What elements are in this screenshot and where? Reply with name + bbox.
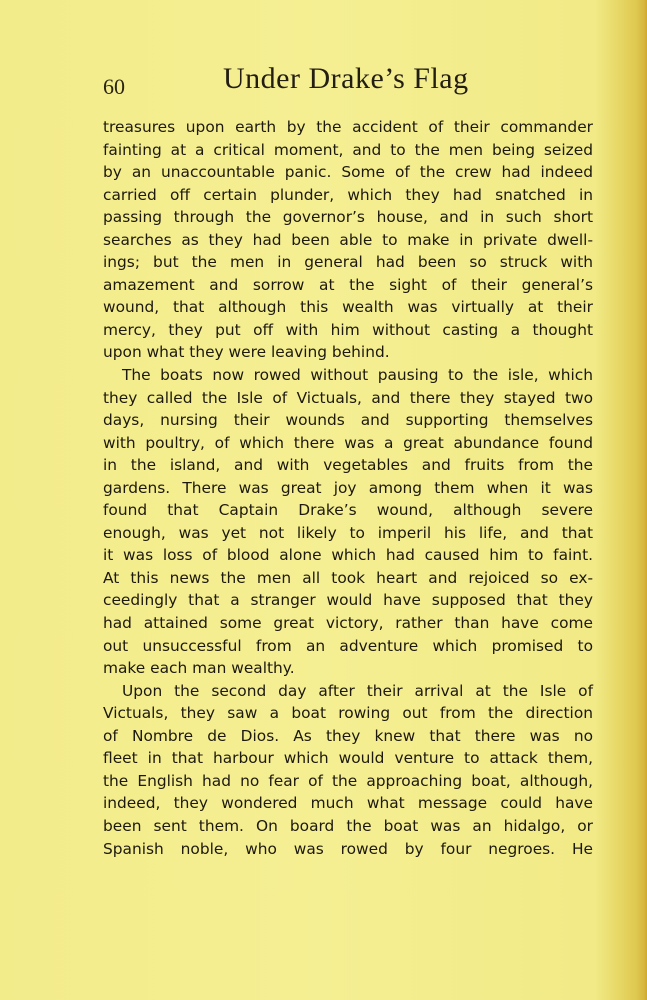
paragraph <box>103 364 593 680</box>
running-head <box>103 62 593 102</box>
book-title: Under Drake’s Flag <box>223 62 469 95</box>
text-line: wound, that although this wealth was virtually at their <box>103 298 593 317</box>
text-line: searches as they had been able to make in private dwell- <box>103 230 593 249</box>
body-text <box>103 116 593 860</box>
text-line: make each man wealthy. <box>103 659 295 678</box>
page-number: 60 <box>103 74 125 99</box>
text-line: fainting at a critical moment, and to the men being seized <box>103 140 593 159</box>
text-line: ceedingly that a stranger would have supposed that they <box>103 591 593 610</box>
text-line: carried off certain plunder, which they had snatched in <box>103 185 593 204</box>
text-line: Spanish noble, who was rowed by four negroes. He <box>103 839 593 858</box>
text-line: ings; but the men in general had been so struck with <box>103 253 593 272</box>
text-line: gardens. There was great joy among them when it was <box>103 478 593 497</box>
text-line: The boats now rowed without pausing to the isle, which <box>122 366 593 385</box>
paragraph <box>103 680 593 860</box>
text-line: passing through the governor’s house, and in such short <box>103 208 593 227</box>
text-line: days, nursing their wounds and supporting themselves <box>103 411 593 430</box>
page-edge-shadow <box>637 0 647 1000</box>
text-line: been sent them. On board the boat was an hidalgo, or <box>103 816 593 835</box>
text-line: amazement and sorrow at the sight of their general’s <box>103 275 593 294</box>
text-line: of Nombre de Dios. As they knew that there was no <box>103 726 593 745</box>
text-line: in the island, and with vegetables and fruits from the <box>103 456 593 475</box>
text-line: by an unaccountable panic. Some of the crew had indeed <box>103 163 593 182</box>
text-line: Upon the second day after their arrival at the Isle of <box>122 681 593 700</box>
text-line: indeed, they wondered much what message could have <box>103 794 593 813</box>
text-line: out unsuccessful from an adventure which promised to <box>103 636 593 655</box>
text-line: upon what they were leaving behind. <box>103 343 390 362</box>
text-line: At this news the men all took heart and rejoiced so ex- <box>103 568 593 587</box>
text-line: Victuals, they saw a boat rowing out from the direction <box>103 704 593 723</box>
text-line: treasures upon earth by the accident of their commander <box>103 118 593 136</box>
text-line: fleet in that harbour which would venture to attack them, <box>103 749 593 768</box>
text-line: with poultry, of which there was a great abundance found <box>103 433 593 452</box>
text-line: it was loss of blood alone which had caused him to faint. <box>103 546 593 565</box>
text-line: had attained some great victory, rather than have come <box>103 614 593 633</box>
text-line: they called the Isle of Victuals, and there they stayed two <box>103 388 593 407</box>
text-line: the English had no fear of the approaching boat, although, <box>103 771 593 790</box>
text-line: mercy, they put off with him without casting a thought <box>103 320 593 339</box>
text-line: found that Captain Drake’s wound, although severe <box>103 501 593 520</box>
paragraph <box>103 116 593 364</box>
text-line: enough, was yet not likely to imperil his life, and that <box>103 523 593 542</box>
